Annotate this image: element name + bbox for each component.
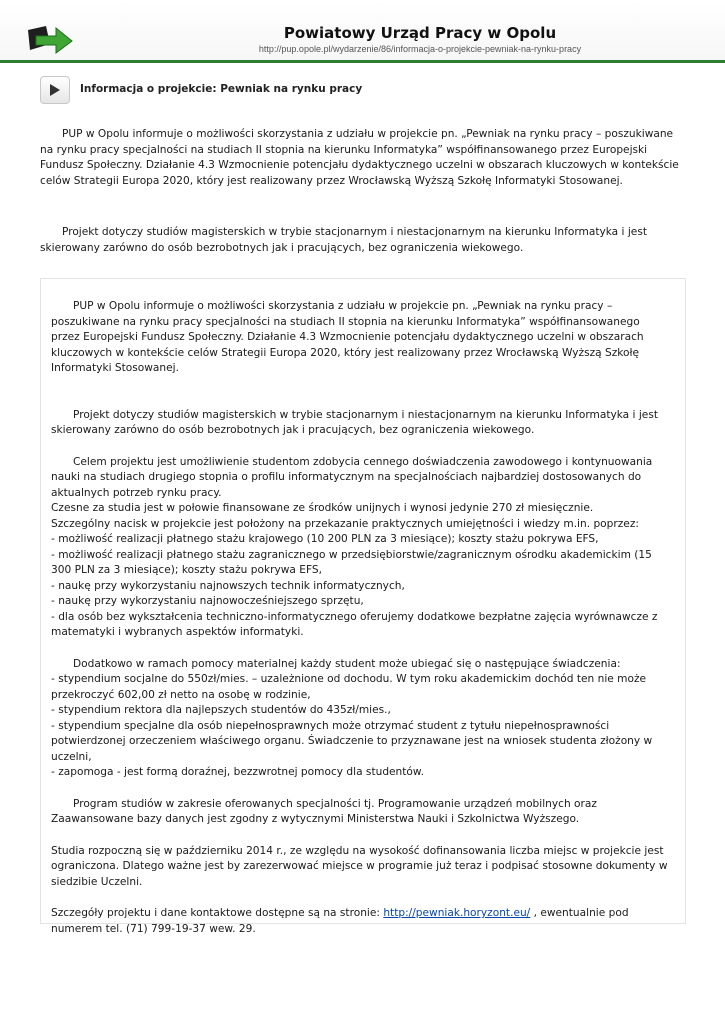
intro-paragraph-2: Projekt dotyczy studiów magisterskich w trybie stacjonarnym i niestacjonarnym na kierunku Informatyka i jest skierowany zarówno do osób bezrobotnych jak i pracujących, bez ograniczenia wiekowego. <box>40 226 647 254</box>
play-button[interactable] <box>40 76 70 104</box>
article-heading: Informacja o projekcie: Pewniak na rynku pracy <box>80 83 363 95</box>
box-paragraph-7: Program studiów w zakresie oferowanych specjalności tj. Programowanie urządzeń mobilnych oraz Zaawansowane bazy danych jest zgodny z wytycznymi Ministerstwa Nauki i Szkolnictwa Wyższego. <box>51 797 597 825</box>
play-icon <box>50 84 60 96</box>
list-item: - stypendium socjalne do 550zł/mies. – uzależnione od dochodu. W tym roku akademickim dochód ten nie może przekroczyć 602,00 zł netto na osobę w rodzinie, <box>51 673 647 701</box>
contact-text-suffix: , ewentualnie pod numerem tel. (71) 799-19-37 wew. 29. <box>51 907 629 935</box>
arrow-logo-icon <box>26 24 74 54</box>
page-url: http://pup.opole.pl/wydarzenie/86/informacja-o-projekcie-pewniak-na-rynku-pracy <box>258 44 582 54</box>
header-divider <box>0 60 725 63</box>
list-item: - stypendium rektora dla najlepszych studentów do 435zł/mies., <box>51 704 391 716</box>
contact-text-prefix: Szczegóły projektu i dane kontaktowe dostępne są na stronie: <box>51 907 380 919</box>
content-box <box>40 278 686 935</box>
page-header <box>0 0 725 62</box>
box-paragraph-9 <box>51 906 671 937</box>
project-website-link[interactable]: http://pewniak.horyzont.eu/ <box>383 907 531 919</box>
site-title: Powiatowy Urząd Pracy w Opolu <box>283 24 557 42</box>
box-paragraph-5: Szczególny nacisk w projekcie jest położony na przekazanie praktycznych umiejętności i wiedzy m.in. poprzez: <box>51 517 639 530</box>
list-item: - stypendium specjalne dla osób niepełnosprawnych może otrzymać student z tytułu niepełnosprawności potwierdzonej orzeczeniem właściwego organu. Świadczenie to przyznawane jest na wniosek studenta złożony w uczelni, <box>51 719 653 763</box>
box-paragraph-6: Dodatkowo w ramach pomocy materialnej każdy student może ubiegać się o następujące świadczenia: <box>73 657 621 670</box>
list-item: - zapomoga - jest formą doraźnej, bezzwrotnej pomocy dla studentów. <box>51 766 424 778</box>
list-item: - naukę przy wykorzystaniu najnowocześniejszego sprzętu, <box>51 595 364 607</box>
box-paragraph-3: Celem projektu jest umożliwienie studentom zdobycia cennego doświadczenia zawodowego i kontynuowania nauki na studiach drugiego stopnia o profilu informatycznym na specjalnościach najbardziej dostosowanych do aktualnych potrzeb rynku pracy. <box>51 455 653 499</box>
box-paragraph-2: Projekt dotyczy studiów magisterskich w trybie stacjonarnym i niestacjonarnym na kierunku Informatyka i jest skierowany zarówno do osób bezrobotnych jak i pracujących, bez ograniczenia wiekowego. <box>51 408 658 436</box>
list-item: - możliwość realizacji płatnego stażu krajowego (10 200 PLN za 3 miesiące); koszty stażu pokrywa EFS, <box>51 533 599 545</box>
intro-paragraph-1: PUP w Opolu informuje o możliwości skorzystania z udziału w projekcie pn. „Pewniak na rynku pracy – poszukiwane na rynku pracy specjalności na studiach II stopnia na kierunku Informatyka” współfinansowanego przez Europejski Fundusz Społeczny. Działanie 4.3 Wzmocnienie potencjału dydaktycznego uczelni w obszarach kluczowych w kontekście celów Strategii Europa 2020, który jest realizowany przez Wrocławską Wyższą Szkołę Informatyki Stosowanej. <box>40 128 679 187</box>
list-item: - możliwość realizacji płatnego stażu zagranicznego w przedsiębiorstwie/zagranicznym ośrodku akademickim (15 300 PLN za 3 miesiące); koszty stażu pokrywa EFS, <box>51 548 652 576</box>
box-paragraph-1: PUP w Opolu informuje o możliwości skorzystania z udziału w projekcie pn. „Pewniak na rynku pracy – poszukiwane na rynku pracy specjalności na studiach II stopnia na kierunku Informatyka” współfinansowanego przez Europejski Fundusz Społeczny. Działanie 4.3 Wzmocnienie potencjału dydaktycznego uczelni w obszarach kluczowych w kontekście celów Strategii Europa 2020, który jest realizowany przez Wrocławską Wyższą Szkołę Informatyki Stosowanej. <box>51 300 644 374</box>
box-paragraph-8: Studia rozpoczną się w październiku 2014 r., ze względu na wysokość dofinansowania liczba miejsc w projekcie jest ograniczona. Dlatego ważne jest by zarezerwować miejsce w programie już teraz i podpisać stosowne dokumenty w siedzibie Uczelni. <box>51 844 668 888</box>
box-paragraph-4: Czesne za studia jest w połowie finansowane ze środków unijnych i wynosi jedynie 270 zł miesięcznie. <box>51 502 594 514</box>
list-item: - dla osób bez wykształcenia techniczno-informatycznego oferujemy dodatkowe bezpłatne zajęcia wyrównawcze z matematyki i wybranych aspektów informatyki. <box>51 610 658 638</box>
list-item: - naukę przy wykorzystaniu najnowszych technik informatycznych, <box>51 579 405 592</box>
